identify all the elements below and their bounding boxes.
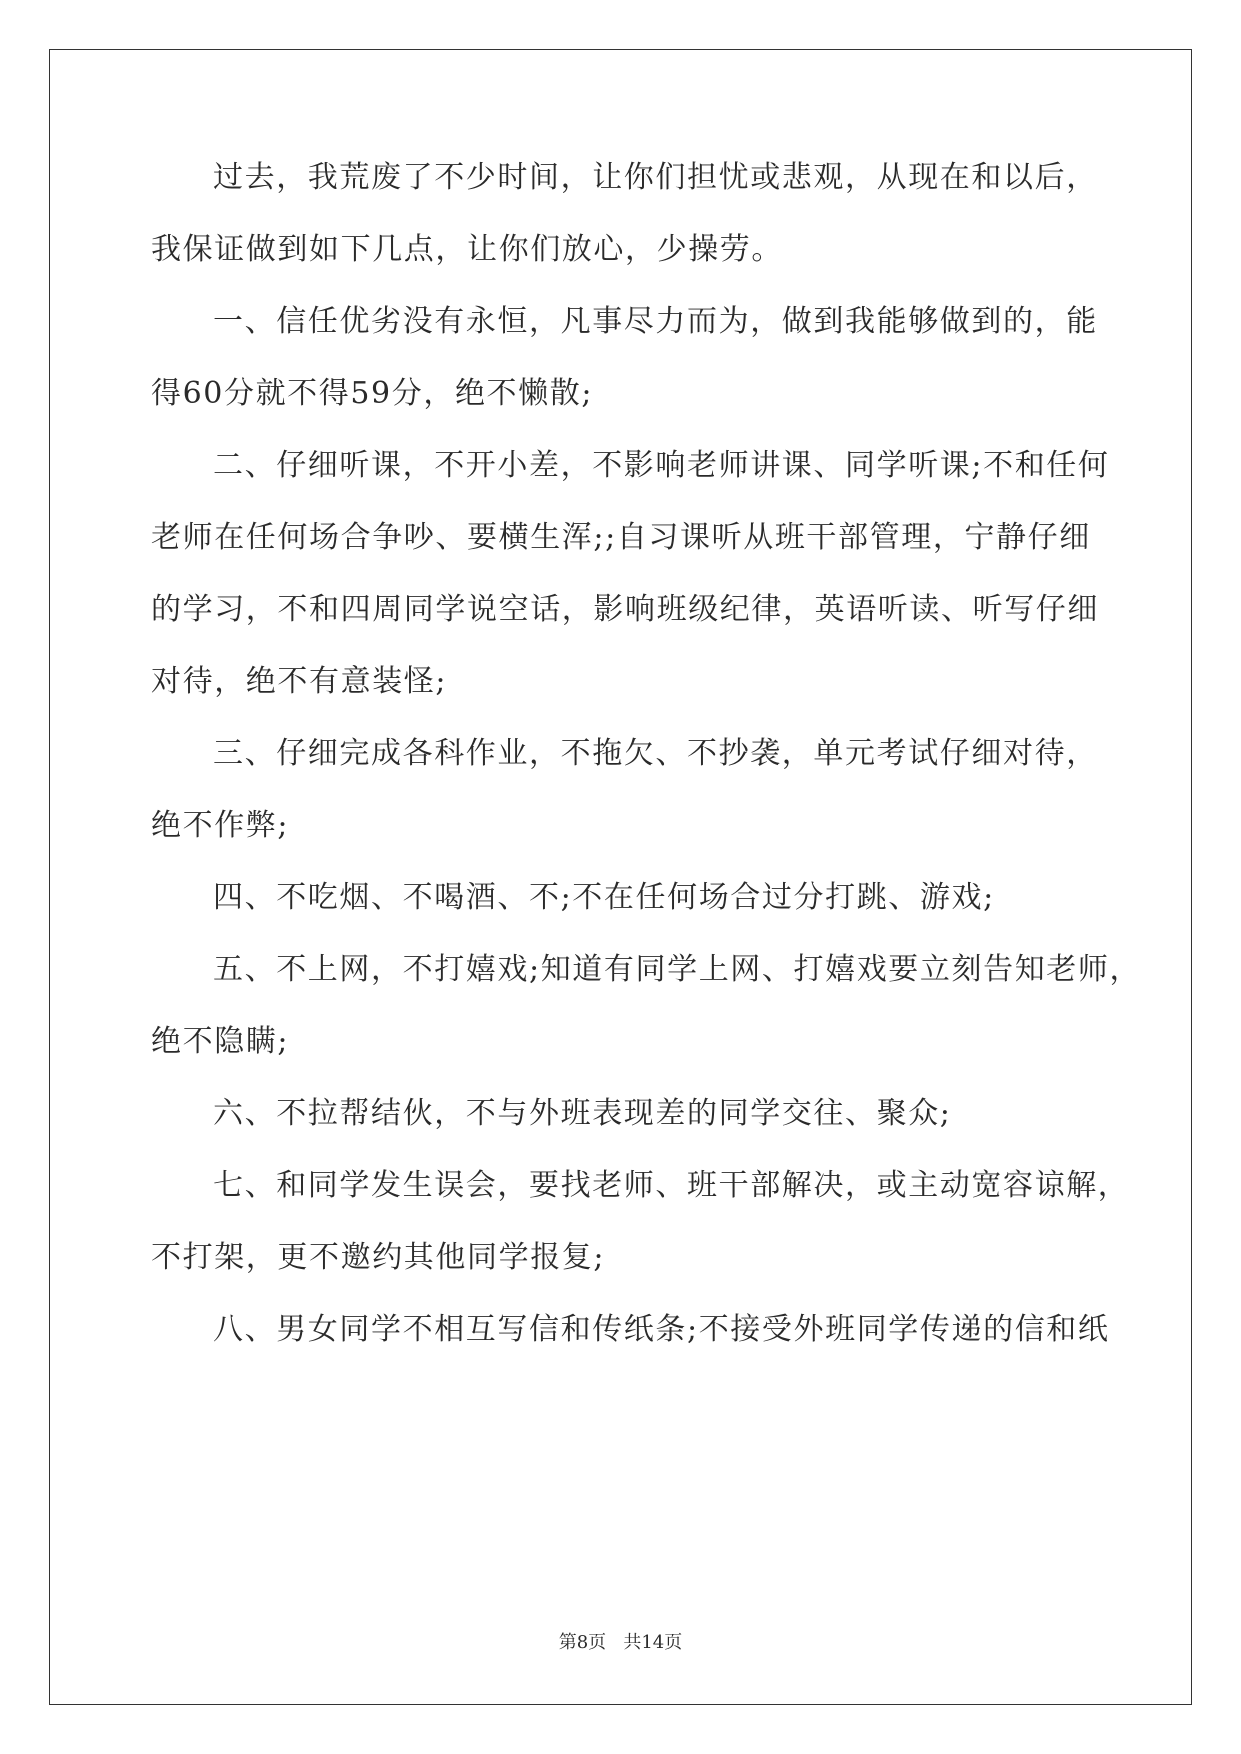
- paragraph-line: 不打架，更不邀约其他同学报复;: [151, 1240, 606, 1275]
- paragraph-line: 四、不吃烟、不喝酒、不;不在任何场合过分打跳、游戏;: [213, 880, 995, 915]
- paragraph-line: 五、不上网，不打嬉戏;知道有同学上网、打嬉戏要立刻告知老师，: [213, 952, 1142, 987]
- paragraph-line: 三、仔细完成各科作业，不拖欠、不抄袭，单元考试仔细对待，: [213, 736, 1098, 771]
- paragraph-line: 绝不作弊;: [151, 808, 290, 843]
- paragraph-line: 八、男女同学不相互写信和传纸条;不接受外班同学传递的信和纸: [213, 1312, 1110, 1347]
- paragraph-line: 我保证做到如下几点，让你们放心，少操劳。: [151, 232, 783, 267]
- paragraph-line: 得60分就不得59分，绝不懒散;: [151, 376, 594, 411]
- page-border: [49, 49, 1192, 1705]
- paragraph-line: 绝不隐瞒;: [151, 1024, 290, 1059]
- paragraph-line: 对待，绝不有意装怪;: [151, 664, 448, 699]
- paragraph-line: 过去，我荒废了不少时间，让你们担忧或悲观，从现在和以后，: [213, 160, 1098, 195]
- footer-spacer: [606, 1632, 623, 1653]
- paragraph-line: 二、仔细听课，不开小差，不影响老师讲课、同学听课;不和任何: [213, 448, 1110, 483]
- paragraph-line: 六、不拉帮结伙，不与外班表现差的同学交往、聚众;: [213, 1096, 952, 1131]
- paragraph-line: 一、信任优劣没有永恒，凡事尽力而为，做到我能够做到的，能: [213, 304, 1098, 339]
- page-footer: [0, 1632, 1241, 1654]
- paragraph-line: 老师在任何场合争吵、要横生浑;;自习课听从班干部管理，宁静仔细: [151, 520, 1091, 555]
- paragraph-line: 的学习，不和四周同学说空话，影响班级纪律，英语听读、听写仔细: [151, 592, 1099, 627]
- page-number: 第8页: [558, 1632, 607, 1653]
- paragraph-line: 七、和同学发生误会，要找老师、班干部解决，或主动宽容谅解，: [213, 1168, 1130, 1203]
- page-total: 共14页: [623, 1632, 683, 1653]
